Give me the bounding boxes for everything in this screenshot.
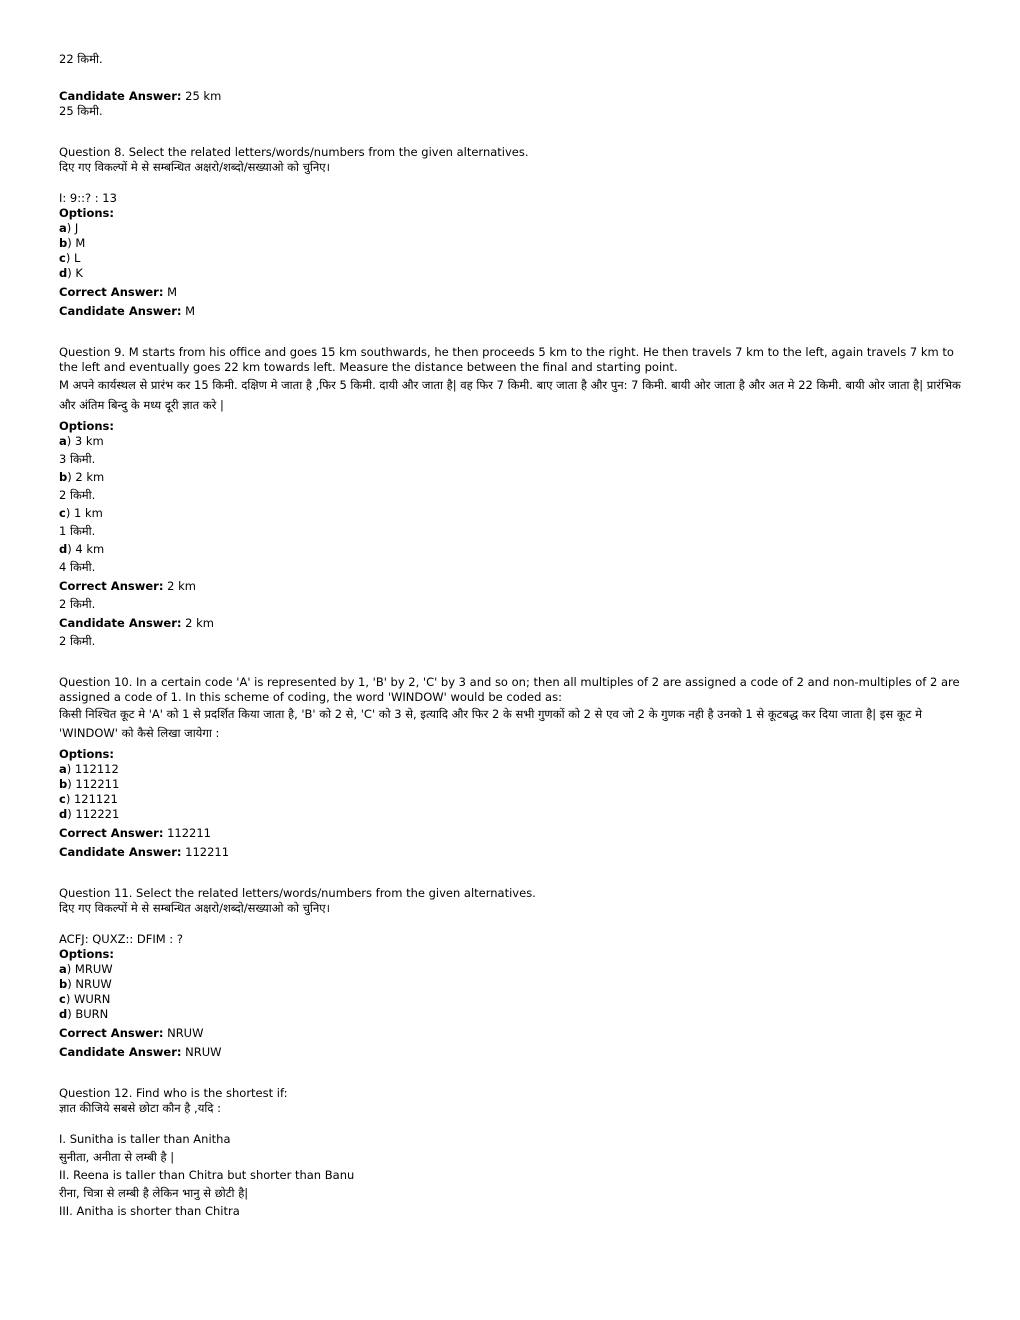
question-prompt: I: 9::? : 13: [59, 191, 117, 205]
option-d: d) BURN: [59, 1007, 109, 1021]
question-9: [59, 345, 974, 649]
candidate-answer-value: 25 km: [185, 89, 222, 103]
option-c: c) 1 km: [59, 506, 103, 520]
option-b-hindi: 2 किमी.: [59, 488, 96, 502]
options-label: Options:: [59, 419, 114, 433]
statement-2-hindi: रीना, चित्रा से लम्बी है लेकिन भानु से छोटी है|: [59, 1186, 249, 1200]
option-c: c) 121121: [59, 792, 118, 806]
question-title: Question 12. Find who is the shortest if:: [59, 1086, 288, 1100]
option-a: a) 112112: [59, 762, 119, 776]
option-c: c) WURN: [59, 992, 111, 1006]
option-b: b) M: [59, 236, 86, 250]
correct-answer: Correct Answer: M: [59, 285, 178, 299]
candidate-answer-hindi: 2 किमी.: [59, 634, 96, 648]
question-title-hindi: M अपने कार्यस्थल से प्रारंभ कर 15 किमी. दक्षिण मे जाता है ,फिर 5 किमी. दायी और जाता है| वह फिर 7 किमी. बाए जाता है और पुन: 7 किमी. बायी ओर जाता है और अत मे 22 किमी. बायी ओर जाता है| प्रारंभिक और अंतिम बिन्दु के मध्य दूरी ज्ञात करे |: [59, 378, 961, 412]
correct-answer: Correct Answer: 112211: [59, 826, 211, 840]
option-d: d) K: [59, 266, 83, 280]
statement-1-hindi: सुनीता, अनीता से लम्बी है |: [59, 1150, 175, 1164]
option-b: b) 112211: [59, 777, 120, 791]
prev-correct-hindi: 22 किमी.: [59, 52, 103, 66]
candidate-answer: Candidate Answer: NRUW: [59, 1045, 222, 1059]
option-a: a) 3 km: [59, 434, 104, 448]
question-10: [59, 675, 974, 860]
options-label: Options:: [59, 206, 114, 220]
option-b: b) NRUW: [59, 977, 112, 991]
candidate-answer: Candidate Answer: M: [59, 304, 196, 318]
question-11: [59, 886, 974, 1060]
question-title-hindi: ज्ञात कीजिये सबसे छोटा कौन है ,यदि :: [59, 1101, 221, 1115]
correct-answer: Correct Answer: NRUW: [59, 1026, 204, 1040]
option-d: d) 4 km: [59, 542, 105, 556]
option-c: c) L: [59, 251, 81, 265]
question-title: Question 8. Select the related letters/words/numbers from the given alternatives.: [59, 145, 529, 159]
question-title: Question 10. In a certain code 'A' is represented by 1, 'B' by 2, 'C' by 3 and so on; then all multiples of 2 are assigned a code of 2 and non-multiples of 2 are assigned a code of 1. In this scheme of coding, the word 'WINDOW' would be coded as:: [59, 675, 960, 704]
question-title-hindi: किसी निश्चित कूट मे 'A' को 1 से प्रदर्शित किया जाता है, 'B' को 2 से, 'C' को 3 से, इत्यादि और फिर 2 के सभी गुणकों को 2 से एव जो 2 के गुणक नही है उनको 1 से कूटबद्ध कर दिया जाता है| इस कूट मे 'WINDOW' को कैसे लिखा जायेगा :: [59, 707, 923, 740]
prev-candidate-hindi: 25 किमी.: [59, 104, 103, 118]
candidate-answer-label: Candidate Answer:: [59, 89, 182, 103]
option-c-hindi: 1 किमी.: [59, 524, 96, 538]
option-d-hindi: 4 किमी.: [59, 560, 96, 574]
correct-answer: Correct Answer: 2 km: [59, 579, 196, 593]
question-prompt: ACFJ: QUXZ:: DFIM : ?: [59, 932, 183, 946]
question-12: [59, 1086, 974, 1219]
option-a-hindi: 3 किमी.: [59, 452, 96, 466]
correct-answer-hindi: 2 किमी.: [59, 597, 96, 611]
prev-candidate-answer: [59, 89, 974, 104]
option-a: a) MRUW: [59, 962, 113, 976]
question-title-hindi: दिए गए विकल्पों मे से सम्बन्धित अक्षरो/शब्दो/सख्याओ को चुनिए।: [59, 160, 330, 174]
statement-3: III. Anitha is shorter than Chitra: [59, 1204, 240, 1218]
option-a: a) J: [59, 221, 79, 235]
candidate-answer: Candidate Answer: 112211: [59, 845, 230, 859]
option-d: d) 112221: [59, 807, 120, 821]
question-title-hindi: दिए गए विकल्पों मे से सम्बन्धित अक्षरो/शब्दो/सख्याओ को चुनिए।: [59, 901, 330, 915]
question-8: [59, 145, 974, 319]
statement-2: II. Reena is taller than Chitra but shorter than Banu: [59, 1168, 355, 1182]
statement-1: I. Sunitha is taller than Anitha: [59, 1132, 231, 1146]
question-title: Question 9. M starts from his office and goes 15 km southwards, he then proceeds 5 km to the right. He then travels 7 km to the left, again travels 7 km to the left and eventually goes 22 km towards left. Measure the distance between the final and starting point.: [59, 345, 954, 374]
document-page: [59, 52, 974, 1219]
candidate-answer: Candidate Answer: 2 km: [59, 616, 214, 630]
option-b: b) 2 km: [59, 470, 105, 484]
question-title: Question 11. Select the related letters/words/numbers from the given alternatives.: [59, 886, 536, 900]
options-label: Options:: [59, 947, 114, 961]
options-label: Options:: [59, 747, 114, 761]
